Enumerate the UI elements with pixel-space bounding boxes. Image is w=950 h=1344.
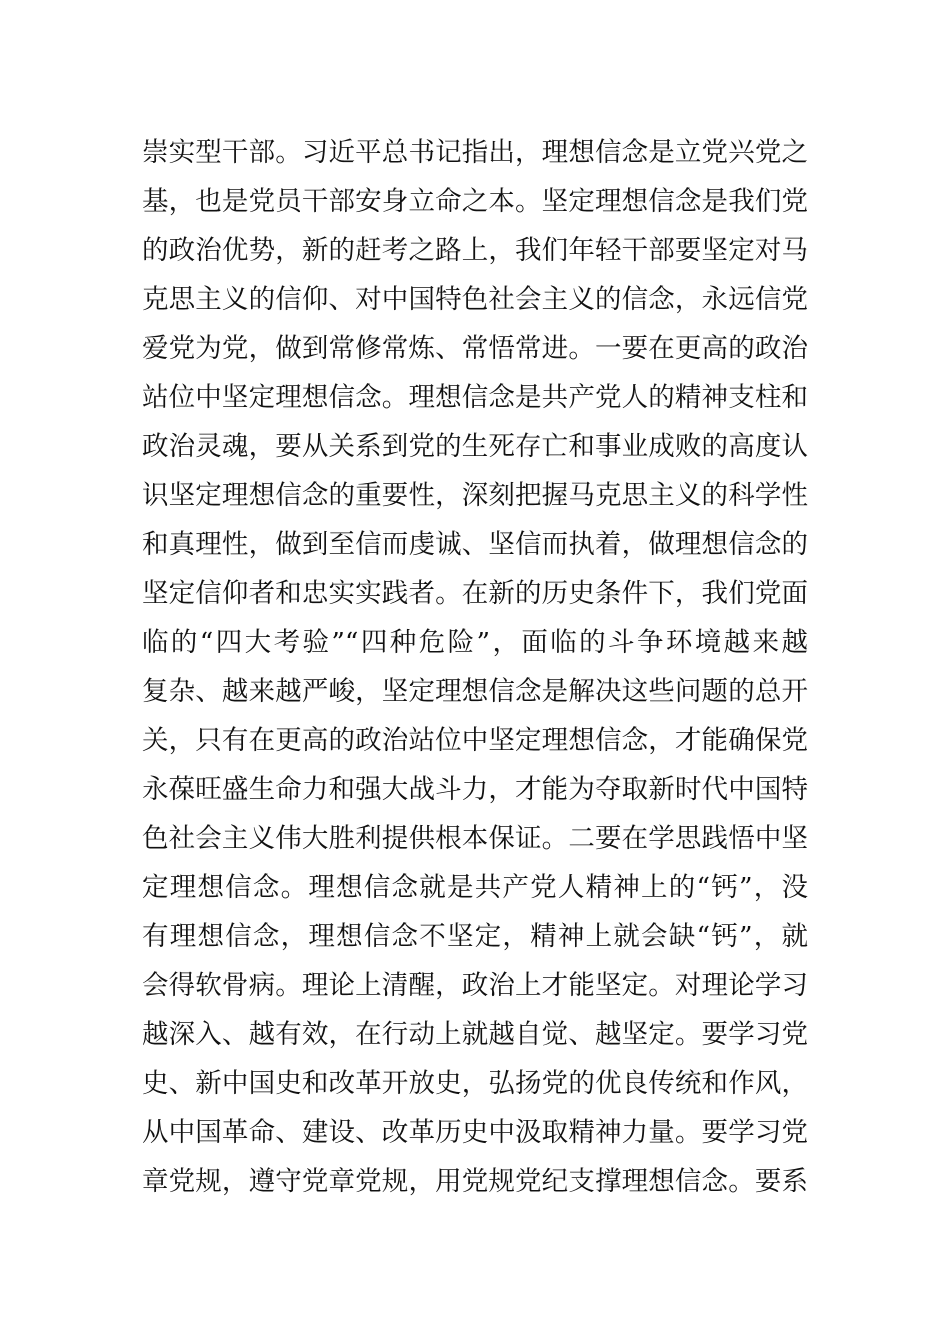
- text-line: 崇实型干部。习近平总书记指出，理想信念是立党兴党之: [142, 137, 808, 168]
- text-line: 政治灵魂，要从关系到党的生死存亡和事业成败的高度认: [142, 431, 808, 462]
- text-line: 爱党为党，做到常修常炼、常悟常进。一要在更高的政治: [142, 333, 808, 364]
- text-line: 越深入、越有效，在行动上就越自觉、越坚定。要学习党: [142, 1019, 808, 1050]
- text-line: 复杂、越来越严峻，坚定理想信念是解决这些问题的总开: [142, 676, 808, 707]
- text-line: 定理想信念。理想信念就是共产党人精神上的“钙”，没: [142, 872, 808, 903]
- text-line: 坚定信仰者和忠实实践者。在新的历史条件下，我们党面: [142, 578, 808, 609]
- text-line: 和真理性，做到至信而虔诚、坚信而执着，做理想信念的: [142, 529, 808, 560]
- text-line: 色社会主义伟大胜利提供根本保证。二要在学思践悟中坚: [142, 823, 808, 854]
- text-line: 关，只有在更高的政治站位中坚定理想信念，才能确保党: [142, 725, 808, 756]
- text-line: 永葆旺盛生命力和强大战斗力，才能为夺取新时代中国特: [142, 774, 808, 805]
- text-line: 的政治优势，新的赶考之路上，我们年轻干部要坚定对马: [142, 235, 808, 266]
- text-line: 章党规，遵守党章党规，用党规党纪支撑理想信念。要系: [142, 1166, 808, 1197]
- text-line: 基，也是党员干部安身立命之本。坚定理想信念是我们党: [142, 186, 808, 217]
- text-line: 站位中坚定理想信念。理想信念是共产党人的精神支柱和: [142, 382, 808, 413]
- text-line: 会得软骨病。理论上清醒，政治上才能坚定。对理论学习: [142, 970, 808, 1001]
- text-line: 克思主义的信仰、对中国特色社会主义的信念，永远信党: [142, 284, 808, 315]
- body-paragraph: [142, 128, 808, 1206]
- text-line: 从中国革命、建设、改革历史中汲取精神力量。要学习党: [142, 1117, 808, 1148]
- text-line: 史、新中国史和改革开放史，弘扬党的优良传统和作风，: [142, 1068, 808, 1099]
- text-line: 有理想信念，理想信念不坚定，精神上就会缺“钙”，就: [142, 921, 808, 952]
- text-line: 识坚定理想信念的重要性，深刻把握马克思主义的科学性: [142, 480, 808, 511]
- text-line: 临的“四大考验”“四种危险”，面临的斗争环境越来越: [142, 627, 808, 658]
